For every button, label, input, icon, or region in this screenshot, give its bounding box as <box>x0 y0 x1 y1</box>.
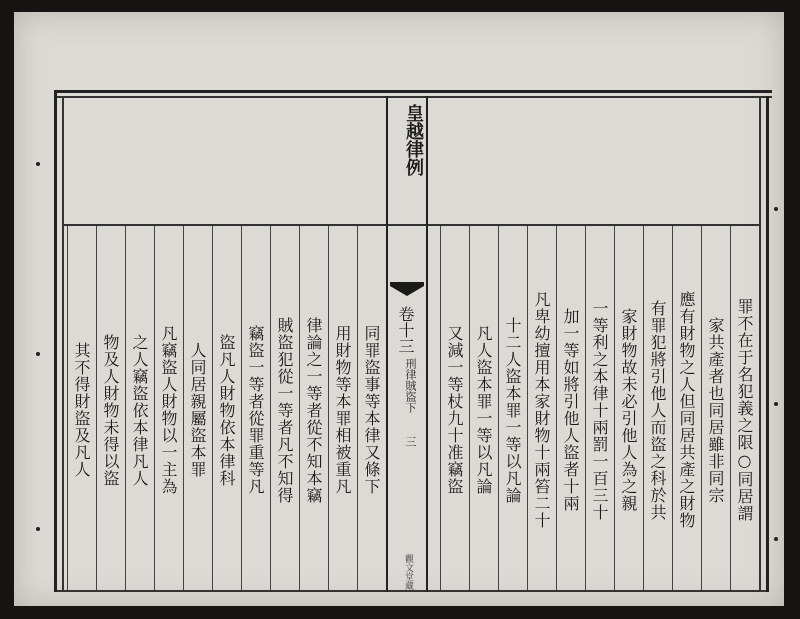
text-column: 賊盜犯從一等者凡不知得 <box>270 226 299 590</box>
frame-left-rule <box>54 90 57 592</box>
page-number: 三 <box>404 436 417 447</box>
text-column: 律論之一等者從不知本竊 <box>299 226 328 590</box>
text-column: 凡竊盜人財物以一主為 <box>154 226 183 590</box>
punch-hole-mark <box>774 207 778 211</box>
section-label: 刑律賊盜下 <box>404 358 417 413</box>
punch-hole-mark <box>36 162 40 166</box>
collection-seal: 觀文堂藏 <box>403 554 413 590</box>
book-title: 皇越律例 <box>403 104 424 176</box>
text-column: 又減一等杖九十准竊盜 <box>440 226 469 590</box>
text-column: 之人竊盜依本律凡人 <box>125 226 154 590</box>
punch-hole-mark <box>774 402 778 406</box>
text-column: 凡卑幼擅用本家財物十兩笞二十 <box>527 226 556 590</box>
text-column: 竊盜一等者從罪重等凡 <box>241 226 270 590</box>
text-column: 應有財物之人但同居共產之財物 <box>672 226 701 590</box>
volume-label: 卷十三 <box>396 306 415 354</box>
text-column: 十二人盜本罪一等以凡論 <box>498 226 527 590</box>
text-column: 同罪盜事等本律又條下 <box>357 226 386 590</box>
text-column: 盜凡人財物依本律科 <box>212 226 241 590</box>
text-column: 其不得財盜及凡人 <box>67 226 96 590</box>
text-column: 家共產者也同居雖非同宗 <box>701 226 730 590</box>
punch-hole-mark <box>36 352 40 356</box>
document-sheet <box>14 12 784 606</box>
text-column: 物及人財物未得以盜 <box>96 226 125 590</box>
banxin-column <box>386 96 428 592</box>
text-column: 凡人盜本罪一等以凡論 <box>469 226 498 590</box>
frame-right-rule-inner <box>759 96 761 592</box>
text-column: 用財物等本罪相被重凡 <box>328 226 357 590</box>
frame-right-rule <box>766 96 769 592</box>
punch-hole-mark <box>774 537 778 541</box>
text-column: 一等利之本律十兩罰一百三十 <box>585 226 614 590</box>
fish-tail-ornament-icon <box>390 282 424 298</box>
text-column: 家財物故未必引他人為之親 <box>614 226 643 590</box>
text-column: 罪不在于名犯義之限○同居謂 <box>730 226 759 590</box>
frame-left-rule-inner <box>62 96 64 592</box>
text-column: 加一等如將引他人盜者十兩 <box>556 226 585 590</box>
punch-hole-mark <box>36 527 40 531</box>
frame-top-rule <box>54 90 772 93</box>
text-column: 有罪犯將引他人而盜之科於共 <box>643 226 672 590</box>
text-column: 人同居親屬盜本罪 <box>183 226 212 590</box>
